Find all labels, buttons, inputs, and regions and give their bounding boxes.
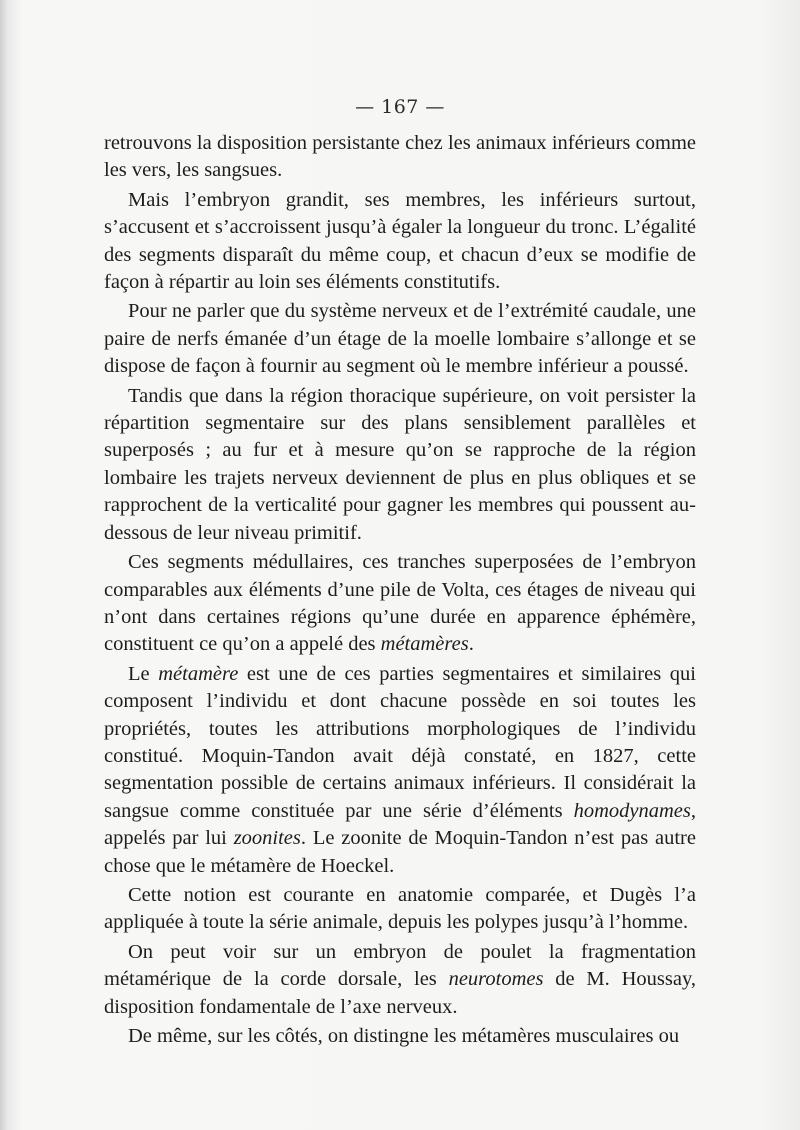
text-run: est une de ces parties segmentaires et similaires qui composent l’individu et dont chacune possède en soi toutes les propriétés, toutes les attributions morphologiques de l’individu constitué. Moquin-Tandon avait déjà constaté, en 1827, cette segmentation possible de certains animaux inférieurs. Il considérait la sangsue comme constituée par une série d’éléments [104, 662, 696, 822]
text-run: retrouvons la disposition persistante chez les animaux inférieurs comme les vers, les sangsues. [104, 132, 696, 182]
italic-term: homodynames [573, 799, 691, 822]
text-run: . [468, 633, 474, 656]
paragraph-p2 [104, 187, 696, 297]
paragraph-p6 [104, 661, 696, 880]
paragraph-p5 [104, 549, 696, 659]
italic-term: métamère [158, 662, 239, 685]
paragraph-p1 [104, 130, 696, 185]
paragraph-p9 [104, 1023, 696, 1050]
text-run: . Le zoonite de Moquin-Tandon n’est pas autre chose que le métamère de Hoeckel. [104, 827, 696, 877]
paragraph-p7 [104, 882, 696, 937]
text-run: Tandis que dans la région thoracique supérieure, on voit persister la répartition segmentaire sur des plans sensiblement parallèles et superposés ; au fur et à mesure qu’on se rapproche de la région lombaire les trajets nerveux deviennent de plus en plus obliques et se rapprochent de la verticalité pour gagner les membres qui poussent au-dessous de leur niveau primitif. [104, 384, 696, 544]
text-run: Pour ne parler que du système nerveux et de l’extrémité caudale, une paire de nerfs émanée d’un étage de la moelle lombaire s’allonge et se dispose de façon à fournir au segment où le membre inférieur a poussé. [104, 300, 696, 378]
paragraph-p8 [104, 939, 696, 1021]
text-run: Ces segments médullaires, ces tranches superposées de l’embryon comparables aux éléments d’une pile de Volta, ces étages de niveau qui n’ont dans certaines régions qu’une durée en apparence éphémère, constituent ce qu’on a appelé des [104, 551, 696, 656]
body-text [104, 130, 696, 1052]
text-run: Cette notion est courante en anatomie comparée, et Dugès l’a appliquée à toute la série animale, depuis les polypes jusqu’à l’homme. [104, 883, 696, 934]
text-run: Mais l’embryon grandit, ses membres, les inférieurs surtout, s’accusent et s’accroissent jusqu’à égaler la longueur du tronc. L’égalité des segments disparaît du même coup, et chacun d’eux se modifie de façon à répartir au loin ses éléments constitutifs. [104, 188, 696, 294]
italic-term: zoonites [233, 827, 301, 850]
text-run: De même, sur les côtés, on distingne les métamères musculaires ou [128, 1025, 680, 1047]
text-run: Le [128, 662, 159, 685]
page-number: — 167 — [355, 96, 445, 118]
paragraph-p4 [104, 383, 696, 547]
paragraph-p3 [104, 298, 696, 380]
text-run: , appelés par lui [104, 799, 696, 850]
italic-term: neurotomes [448, 968, 544, 991]
text-run: On peut voir sur un embryon de poulet la fragmentation métamérique de la corde dorsale, les [104, 940, 696, 991]
italic-term: métamères [380, 633, 469, 656]
text-run: de M. Houssay, disposition fondamentale de l’axe nerveux. [104, 968, 696, 1018]
